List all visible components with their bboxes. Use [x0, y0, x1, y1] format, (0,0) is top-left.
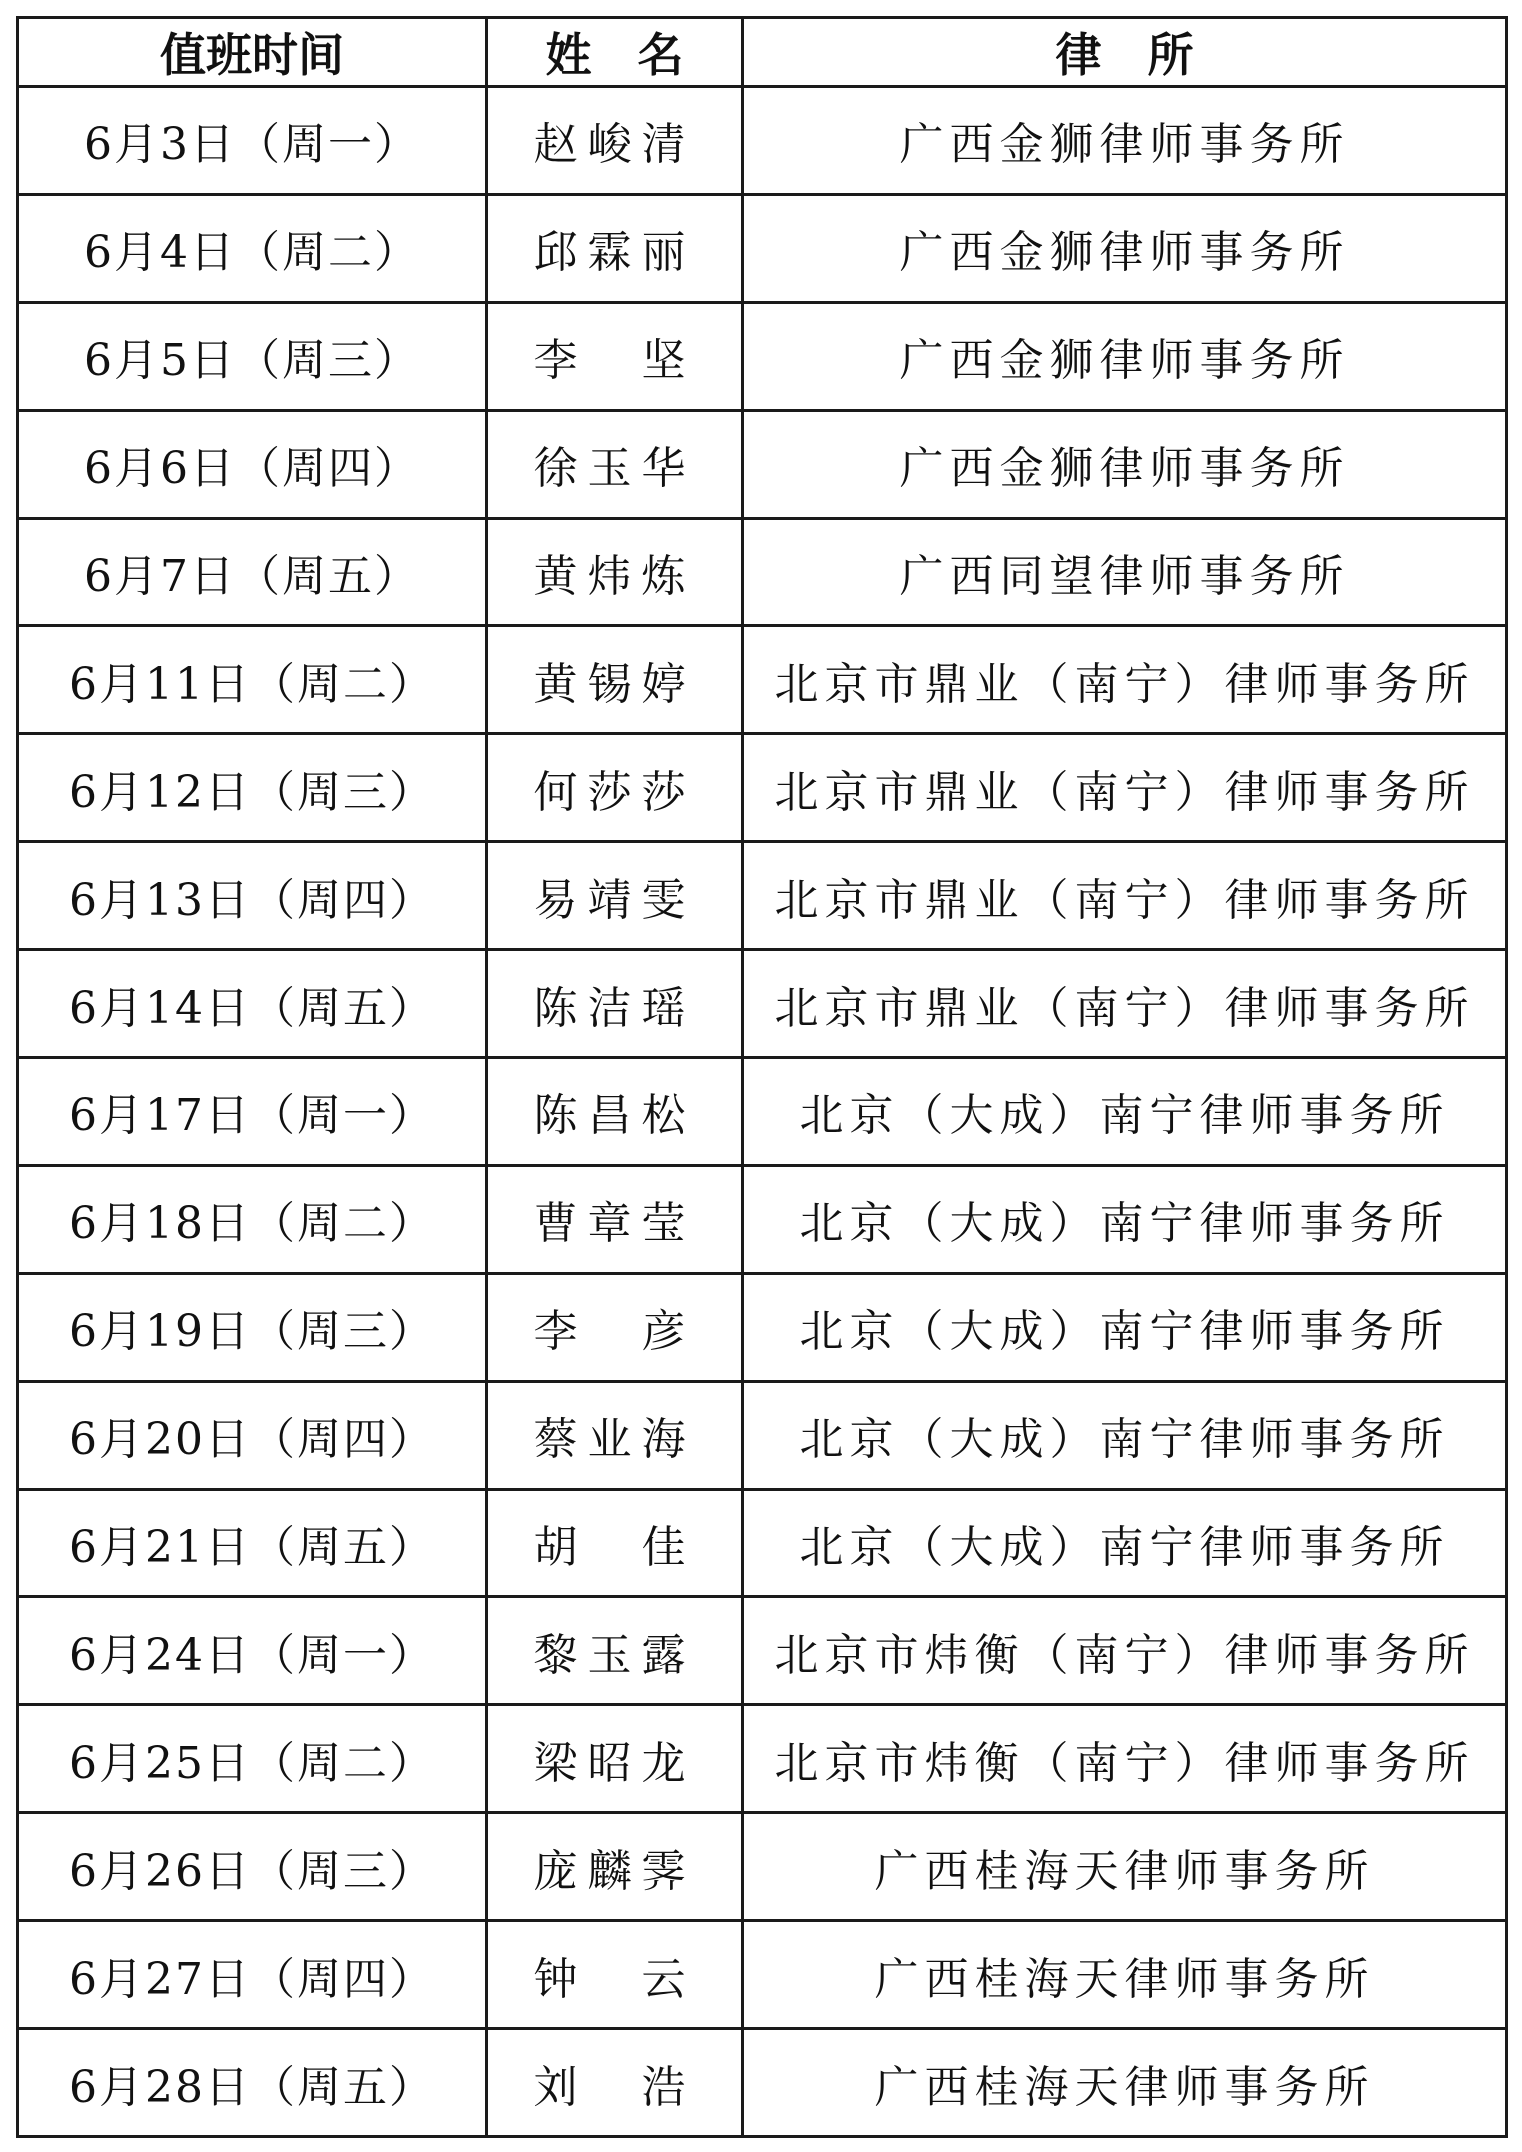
duty-roster-table [16, 16, 1508, 2138]
table-row [18, 734, 1507, 842]
lawyer-name-cell: 赵峻清 [487, 87, 743, 195]
table-row [18, 1058, 1507, 1166]
law-firm-cell: 北京市炜衡（南宁）律师事务所 [743, 1597, 1507, 1705]
lawyer-name-cell: 胡 佳 [487, 1489, 743, 1597]
lawyer-name-cell: 陈昌松 [487, 1058, 743, 1166]
law-firm-cell: 北京市鼎业（南宁）律师事务所 [743, 842, 1507, 950]
law-firm-cell: 北京市鼎业（南宁）律师事务所 [743, 734, 1507, 842]
table-row [18, 1813, 1507, 1921]
table-row [18, 1165, 1507, 1273]
lawyer-name-cell: 刘 浩 [487, 2029, 743, 2137]
duty-date-cell: 6月14日（周五） [18, 950, 487, 1058]
table-row [18, 1705, 1507, 1813]
duty-date-cell: 6月24日（周一） [18, 1597, 487, 1705]
table-row [18, 1597, 1507, 1705]
duty-date-cell: 6月6日（周四） [18, 410, 487, 518]
duty-date-cell: 6月17日（周一） [18, 1058, 487, 1166]
lawyer-name-cell: 黎玉露 [487, 1597, 743, 1705]
duty-date-cell: 6月4日（周二） [18, 194, 487, 302]
law-firm-cell: 北京市鼎业（南宁）律师事务所 [743, 950, 1507, 1058]
duty-date-cell: 6月26日（周三） [18, 1813, 487, 1921]
lawyer-name-cell: 蔡业海 [487, 1381, 743, 1489]
law-firm-cell: 广西金狮律师事务所 [743, 410, 1507, 518]
lawyer-name-cell: 邱霖丽 [487, 194, 743, 302]
law-firm-cell: 广西桂海天律师事务所 [743, 1813, 1507, 1921]
duty-date-cell: 6月11日（周二） [18, 626, 487, 734]
duty-date-cell: 6月13日（周四） [18, 842, 487, 950]
duty-date-cell: 6月12日（周三） [18, 734, 487, 842]
table-row [18, 194, 1507, 302]
law-firm-cell: 广西金狮律师事务所 [743, 87, 1507, 195]
duty-date-cell: 6月25日（周二） [18, 1705, 487, 1813]
table-row [18, 1381, 1507, 1489]
lawyer-name-cell: 钟 云 [487, 1921, 743, 2029]
law-firm-cell: 广西桂海天律师事务所 [743, 1921, 1507, 2029]
law-firm-cell: 北京市鼎业（南宁）律师事务所 [743, 626, 1507, 734]
table-row [18, 518, 1507, 626]
duty-date-cell: 6月19日（周三） [18, 1273, 487, 1381]
header-name: 姓 名 [487, 18, 743, 87]
law-firm-cell: 北京（大成）南宁律师事务所 [743, 1381, 1507, 1489]
table-row [18, 950, 1507, 1058]
duty-date-cell: 6月3日（周一） [18, 87, 487, 195]
lawyer-name-cell: 易靖雯 [487, 842, 743, 950]
table-row [18, 1489, 1507, 1597]
table-row [18, 410, 1507, 518]
law-firm-cell: 广西桂海天律师事务所 [743, 2029, 1507, 2137]
duty-date-cell: 6月5日（周三） [18, 302, 487, 410]
lawyer-name-cell: 李 彦 [487, 1273, 743, 1381]
duty-date-cell: 6月27日（周四） [18, 1921, 487, 2029]
lawyer-name-cell: 梁昭龙 [487, 1705, 743, 1813]
law-firm-cell: 北京（大成）南宁律师事务所 [743, 1165, 1507, 1273]
law-firm-cell: 广西同望律师事务所 [743, 518, 1507, 626]
lawyer-name-cell: 何莎莎 [487, 734, 743, 842]
duty-roster-sheet [16, 16, 1505, 2138]
law-firm-cell: 广西金狮律师事务所 [743, 194, 1507, 302]
law-firm-cell: 北京市炜衡（南宁）律师事务所 [743, 1705, 1507, 1813]
table-row [18, 1273, 1507, 1381]
table-row [18, 302, 1507, 410]
lawyer-name-cell: 李 坚 [487, 302, 743, 410]
header-law-firm: 律 所 [743, 18, 1507, 87]
lawyer-name-cell: 曹章莹 [487, 1165, 743, 1273]
law-firm-cell: 北京（大成）南宁律师事务所 [743, 1273, 1507, 1381]
lawyer-name-cell: 黄锡婷 [487, 626, 743, 734]
duty-date-cell: 6月18日（周二） [18, 1165, 487, 1273]
lawyer-name-cell: 徐玉华 [487, 410, 743, 518]
law-firm-cell: 北京（大成）南宁律师事务所 [743, 1058, 1507, 1166]
header-row [18, 18, 1507, 87]
law-firm-cell: 北京（大成）南宁律师事务所 [743, 1489, 1507, 1597]
lawyer-name-cell: 黄炜炼 [487, 518, 743, 626]
header-duty-time: 值班时间 [18, 18, 487, 87]
duty-date-cell: 6月21日（周五） [18, 1489, 487, 1597]
table-row [18, 626, 1507, 734]
law-firm-cell: 广西金狮律师事务所 [743, 302, 1507, 410]
duty-date-cell: 6月28日（周五） [18, 2029, 487, 2137]
table-row [18, 842, 1507, 950]
table-row [18, 1921, 1507, 2029]
table-row [18, 87, 1507, 195]
table-row [18, 2029, 1507, 2137]
duty-date-cell: 6月20日（周四） [18, 1381, 487, 1489]
lawyer-name-cell: 陈洁瑶 [487, 950, 743, 1058]
lawyer-name-cell: 庞麟霁 [487, 1813, 743, 1921]
duty-date-cell: 6月7日（周五） [18, 518, 487, 626]
